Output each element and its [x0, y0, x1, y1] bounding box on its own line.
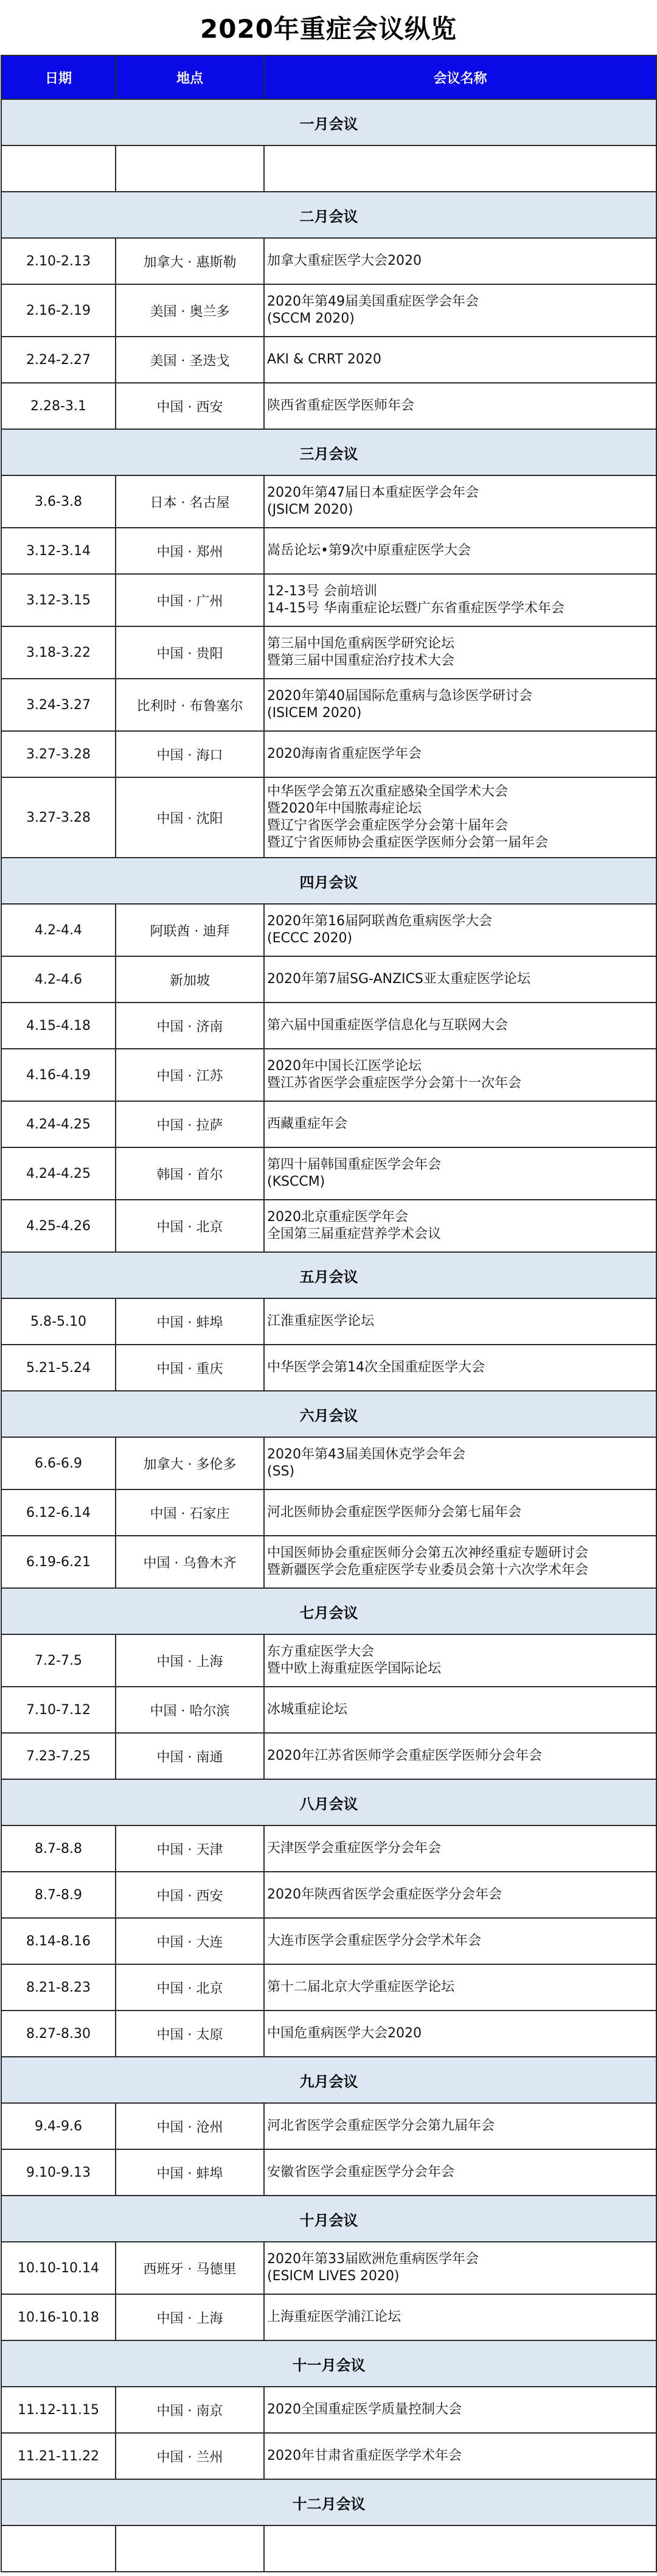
name-cell: [264, 238, 656, 284]
month-label: 十月会议: [1, 2196, 656, 2242]
conference-name-line: 中华医学会第五次重症感染全国学术大会: [267, 784, 509, 799]
table-row: [1, 1634, 656, 1687]
conference-name-line: 安徽省医学会重症医学分会年会: [267, 2165, 455, 2180]
table-row: [1, 2433, 656, 2479]
page-title: 2020年重症会议纵览: [200, 14, 457, 44]
date-cell: 10.16-10.18: [1, 2294, 116, 2340]
conference-name-line: 2020年第33届欧洲危重病医学年会: [267, 2252, 479, 2267]
name-cell: [264, 383, 656, 429]
conference-name-line: (ECCC 2020): [267, 931, 353, 946]
name-cell: [264, 2242, 656, 2294]
table-row: [1, 1489, 656, 1536]
place-cell: 中国 · 蚌埠: [116, 1298, 264, 1345]
name-cell: [264, 2525, 656, 2572]
month-label: 三月会议: [1, 429, 656, 475]
conference-name-line: 西藏重症年会: [267, 1116, 348, 1132]
place-cell: 中国 · 太原: [116, 2011, 264, 2057]
place-cell: 中国 · 南通: [116, 1733, 264, 1779]
conference-name-line: 陕西省重症医学医师年会: [267, 398, 415, 413]
table-row: [1, 1918, 656, 1964]
table-row: [1, 528, 656, 574]
conference-name-line: (ESICM LIVES 2020): [267, 2269, 400, 2284]
month-label: 十一月会议: [1, 2340, 656, 2387]
conference-name-line: 中国危重病医学大会2020: [267, 2026, 422, 2041]
conference-table: [1, 55, 657, 2572]
conference-name-line: 暨新疆医学会危重症医学专业委员会第十六次学术年会: [267, 1563, 589, 1578]
conference-name-line: 冰城重症论坛: [267, 1702, 348, 1717]
conference-name-line: 2020年第7届SG-ANZICS亚太重症医学论坛: [267, 971, 530, 987]
conference-name-line: 2020年中国长江医学论坛: [267, 1059, 422, 1074]
place-cell: 中国 · 广州: [116, 574, 264, 626]
date-cell: 3.18-3.22: [1, 626, 116, 679]
conference-name-line: (ISICEM 2020): [267, 705, 362, 721]
conference-name-line: 14-15号 华南重症论坛暨广东省重症医学学术年会: [267, 601, 565, 616]
conference-name-line: 全国第三届重症营养学术会议: [267, 1227, 442, 1242]
month-header-row: [1, 2057, 656, 2103]
conference-name-line: 第十二届北京大学重症医学论坛: [267, 1979, 455, 1995]
table-row: [1, 1437, 656, 1489]
date-cell: 4.2-4.6: [1, 956, 116, 1003]
conference-name-line: (SCCM 2020): [267, 311, 355, 326]
date-cell: 6.19-6.21: [1, 1536, 116, 1588]
month-header-row: [1, 858, 656, 904]
place-cell: 中国 · 兰州: [116, 2433, 264, 2479]
conference-name-line: 江淮重症医学论坛: [267, 1314, 375, 1329]
date-cell: 5.8-5.10: [1, 1298, 116, 1345]
conference-name-line: 2020年第43届美国休克学会年会: [267, 1447, 465, 1462]
place-cell: 中国 · 乌鲁木齐: [116, 1536, 264, 1588]
conference-name-line: 暨第三届中国重症治疗技术大会: [267, 653, 455, 668]
name-cell: [264, 1437, 656, 1489]
conference-name-line: (KSCCM): [267, 1174, 325, 1189]
table-row: [1, 1687, 656, 1733]
date-cell: 8.14-8.16: [1, 1918, 116, 1964]
conference-name-line: 上海重症医学浦江论坛: [267, 2309, 401, 2325]
date-cell: [1, 145, 116, 192]
place-cell: 中国 · 沧州: [116, 2103, 264, 2149]
conference-name-line: 东方重症医学大会: [267, 1644, 375, 1659]
place-cell: 加拿大 · 惠斯勒: [116, 238, 264, 284]
conference-name-line: 2020年第40届国际危重病与急诊医学研讨会: [267, 688, 532, 704]
conference-name-line: 2020年第16届阿联酋危重病医学大会: [267, 914, 492, 929]
table-row: [1, 731, 656, 777]
conference-name-line: (SS): [267, 1464, 295, 1479]
date-cell: 6.12-6.14: [1, 1489, 116, 1536]
name-cell: [264, 1298, 656, 1345]
name-cell: [264, 528, 656, 574]
conference-name-line: 2020年陕西省医学会重症医学分会年会: [267, 1887, 502, 1902]
place-cell: 日本 · 名古屋: [116, 475, 264, 528]
name-cell: [264, 1101, 656, 1147]
date-cell: 3.12-3.15: [1, 574, 116, 626]
conference-name-line: 2020海南省重症医学年会: [267, 746, 422, 761]
name-cell: [264, 145, 656, 192]
place-cell: 中国 · 济南: [116, 1003, 264, 1049]
table-row: [1, 1872, 656, 1918]
month-header-row: [1, 99, 656, 145]
table-row: [1, 1825, 656, 1872]
place-cell: 中国 · 南京: [116, 2387, 264, 2433]
table-row: [1, 2242, 656, 2294]
place-cell: 中国 · 西安: [116, 383, 264, 429]
conference-name-line: 大连市医学会重症医学分会学术年会: [267, 1933, 482, 1948]
table-row: [1, 1200, 656, 1252]
place-cell: 中国 · 哈尔滨: [116, 1687, 264, 1733]
place-cell: 中国 · 贵阳: [116, 626, 264, 679]
conference-name-line: 2020年江苏省医师学会重症医学医师分会年会: [267, 1748, 542, 1763]
place-cell: 中国 · 石家庄: [116, 1489, 264, 1536]
conference-name-line: 中华医学会第14次全国重症医学大会: [267, 1360, 485, 1375]
month-header-row: [1, 2479, 656, 2525]
place-cell: 加拿大 · 多伦多: [116, 1437, 264, 1489]
conference-name-line: 暨江苏省医学会重症医学分会第十一次年会: [267, 1076, 522, 1091]
date-cell: 9.10-9.13: [1, 2149, 116, 2196]
place-cell: [116, 145, 264, 192]
conference-name-line: 河北医师协会重症医学医师分会第七届年会: [267, 1505, 522, 1520]
date-cell: 2.28-3.1: [1, 383, 116, 429]
table-row: [1, 1147, 656, 1200]
name-cell: [264, 2387, 656, 2433]
date-cell: 8.7-8.8: [1, 1825, 116, 1872]
table-row: [1, 626, 656, 679]
month-header-row: [1, 429, 656, 475]
date-cell: 3.27-3.28: [1, 731, 116, 777]
name-cell: [264, 904, 656, 956]
name-cell: [264, 1687, 656, 1733]
month-label: 四月会议: [1, 858, 656, 904]
name-cell: [264, 574, 656, 626]
place-cell: 中国 · 上海: [116, 2294, 264, 2340]
empty-row: [1, 2525, 656, 2572]
date-cell: 3.6-3.8: [1, 475, 116, 528]
month-header-row: [1, 2340, 656, 2387]
date-cell: 5.21-5.24: [1, 1345, 116, 1391]
conference-name-line: 第四十届韩国重症医学会年会: [267, 1157, 442, 1172]
table-row: [1, 1298, 656, 1345]
name-cell: [264, 731, 656, 777]
place-cell: 中国 · 西安: [116, 1872, 264, 1918]
name-cell: [264, 2433, 656, 2479]
date-cell: 8.21-8.23: [1, 1964, 116, 2011]
table-row: [1, 2294, 656, 2340]
conference-name-line: 中国医师协会重症医师分会第五次神经重症专题研讨会: [267, 1545, 589, 1561]
name-cell: [264, 1872, 656, 1918]
place-cell: [116, 2525, 264, 2572]
date-cell: 3.24-3.27: [1, 679, 116, 731]
month-label: 五月会议: [1, 1252, 656, 1298]
place-cell: 中国 · 大连: [116, 1918, 264, 1964]
name-cell: [264, 2294, 656, 2340]
header-place: 地点: [116, 55, 264, 99]
conference-name-line: 12-13号 会前培训: [267, 584, 377, 599]
conference-name-line: 暨辽宁省医师协会重症医学医师分会第一届年会: [267, 835, 549, 850]
name-cell: [264, 1147, 656, 1200]
place-cell: 韩国 · 首尔: [116, 1147, 264, 1200]
conference-name-line: 2020年甘肃省重症医学学术年会: [267, 2448, 462, 2463]
date-cell: 4.15-4.18: [1, 1003, 116, 1049]
name-cell: [264, 1964, 656, 2011]
place-cell: 中国 · 拉萨: [116, 1101, 264, 1147]
name-cell: [264, 626, 656, 679]
place-cell: 比利时 · 布鲁塞尔: [116, 679, 264, 731]
name-cell: [264, 337, 656, 383]
date-cell: 11.12-11.15: [1, 2387, 116, 2433]
conference-name-line: 天津医学会重症医学分会年会: [267, 1841, 442, 1856]
empty-row: [1, 145, 656, 192]
place-cell: 阿联酋 · 迪拜: [116, 904, 264, 956]
table-row: [1, 1049, 656, 1101]
name-cell: [264, 1825, 656, 1872]
table-row: [1, 284, 656, 337]
conference-name-line: 2020年第49届美国重症医学会年会: [267, 294, 479, 309]
month-header-row: [1, 1391, 656, 1437]
table-row: [1, 904, 656, 956]
table-row: [1, 475, 656, 528]
place-cell: 中国 · 北京: [116, 1964, 264, 2011]
name-cell: [264, 679, 656, 731]
date-cell: 4.2-4.4: [1, 904, 116, 956]
table-row: [1, 2149, 656, 2196]
month-header-row: [1, 192, 656, 238]
date-cell: 4.25-4.26: [1, 1200, 116, 1252]
place-cell: 中国 · 天津: [116, 1825, 264, 1872]
table-row: [1, 1536, 656, 1588]
table-row: [1, 2387, 656, 2433]
conference-name-line: 2020年第47届日本重症医学会年会: [267, 485, 479, 500]
month-label: 十二月会议: [1, 2479, 656, 2525]
date-cell: 4.24-4.25: [1, 1147, 116, 1200]
table-row: [1, 777, 656, 858]
name-cell: [264, 2149, 656, 2196]
name-cell: [264, 1003, 656, 1049]
table-row: [1, 1003, 656, 1049]
date-cell: 7.2-7.5: [1, 1634, 116, 1687]
date-cell: 8.7-8.9: [1, 1872, 116, 1918]
table-row: [1, 383, 656, 429]
month-label: 七月会议: [1, 1588, 656, 1634]
place-cell: 中国 · 上海: [116, 1634, 264, 1687]
name-cell: [264, 2011, 656, 2057]
conference-name-line: 暨中欧上海重症医学国际论坛: [267, 1661, 442, 1676]
month-label: 八月会议: [1, 1779, 656, 1825]
name-cell: [264, 1489, 656, 1536]
name-cell: [264, 1049, 656, 1101]
month-label: 六月会议: [1, 1391, 656, 1437]
conference-name-line: 河北省医学会重症医学分会第九届年会: [267, 2118, 495, 2133]
date-cell: [1, 2525, 116, 2572]
name-cell: [264, 1536, 656, 1588]
date-cell: 11.21-11.22: [1, 2433, 116, 2479]
name-cell: [264, 777, 656, 858]
place-cell: 西班牙 · 马德里: [116, 2242, 264, 2294]
conference-name-line: 2020全国重症医学质量控制大会: [267, 2402, 462, 2417]
table-row: [1, 1345, 656, 1391]
month-label: 二月会议: [1, 192, 656, 238]
conference-name-line: AKI & CRRT 2020: [267, 352, 381, 367]
date-cell: 7.23-7.25: [1, 1733, 116, 1779]
name-cell: [264, 1733, 656, 1779]
name-cell: [264, 1634, 656, 1687]
place-cell: 美国 · 圣迭戈: [116, 337, 264, 383]
table-row: [1, 1101, 656, 1147]
month-header-row: [1, 1588, 656, 1634]
table-row: [1, 2011, 656, 2057]
date-cell: 10.10-10.14: [1, 2242, 116, 2294]
name-cell: [264, 1918, 656, 1964]
place-cell: 中国 · 江苏: [116, 1049, 264, 1101]
place-cell: 中国 · 郑州: [116, 528, 264, 574]
name-cell: [264, 284, 656, 337]
name-cell: [264, 1345, 656, 1391]
name-cell: [264, 1200, 656, 1252]
table-row: [1, 1964, 656, 2011]
month-label: 一月会议: [1, 99, 656, 145]
table-body: [1, 99, 656, 2572]
conference-name-line: (JSICM 2020): [267, 502, 353, 517]
date-cell: 9.4-9.6: [1, 2103, 116, 2149]
conference-name-line: 暨辽宁省医学会重症医学分会第十届年会: [267, 818, 509, 833]
place-cell: 中国 · 海口: [116, 731, 264, 777]
month-label: 九月会议: [1, 2057, 656, 2103]
month-header-row: [1, 1779, 656, 1825]
date-cell: 4.16-4.19: [1, 1049, 116, 1101]
table-row: [1, 2103, 656, 2149]
table-row: [1, 574, 656, 626]
date-cell: 3.12-3.14: [1, 528, 116, 574]
conference-name-line: 暨2020年中国脓毒症论坛: [267, 801, 422, 816]
place-cell: 中国 · 沈阳: [116, 777, 264, 858]
place-cell: 新加坡: [116, 956, 264, 1003]
place-cell: 中国 · 重庆: [116, 1345, 264, 1391]
conference-name-line: 第六届中国重症医学信息化与互联网大会: [267, 1018, 509, 1033]
date-cell: 4.24-4.25: [1, 1101, 116, 1147]
table-row: [1, 238, 656, 284]
month-header-row: [1, 2196, 656, 2242]
date-cell: 3.27-3.28: [1, 777, 116, 858]
name-cell: [264, 2103, 656, 2149]
conference-name-line: 2020北京重症医学年会: [267, 1209, 408, 1225]
date-cell: 2.16-2.19: [1, 284, 116, 337]
name-cell: [264, 956, 656, 1003]
month-header-row: [1, 1252, 656, 1298]
table-header-row: [1, 55, 656, 99]
date-cell: 8.27-8.30: [1, 2011, 116, 2057]
header-date: 日期: [1, 55, 116, 99]
conference-name-line: 第三届中国危重病医学研究论坛: [267, 636, 455, 651]
place-cell: 中国 · 蚌埠: [116, 2149, 264, 2196]
date-cell: 2.24-2.27: [1, 337, 116, 383]
name-cell: [264, 475, 656, 528]
table-row: [1, 337, 656, 383]
table-row: [1, 679, 656, 731]
table-row: [1, 1733, 656, 1779]
date-cell: 2.10-2.13: [1, 238, 116, 284]
header-name: 会议名称: [264, 55, 656, 99]
conference-name-line: 嵩岳论坛•第9次中原重症医学大会: [267, 543, 471, 558]
place-cell: 美国 · 奥兰多: [116, 284, 264, 337]
date-cell: 6.6-6.9: [1, 1437, 116, 1489]
table-row: [1, 956, 656, 1003]
conference-name-line: 加拿大重症医学大会2020: [267, 253, 422, 268]
place-cell: 中国 · 北京: [116, 1200, 264, 1252]
date-cell: 7.10-7.12: [1, 1687, 116, 1733]
